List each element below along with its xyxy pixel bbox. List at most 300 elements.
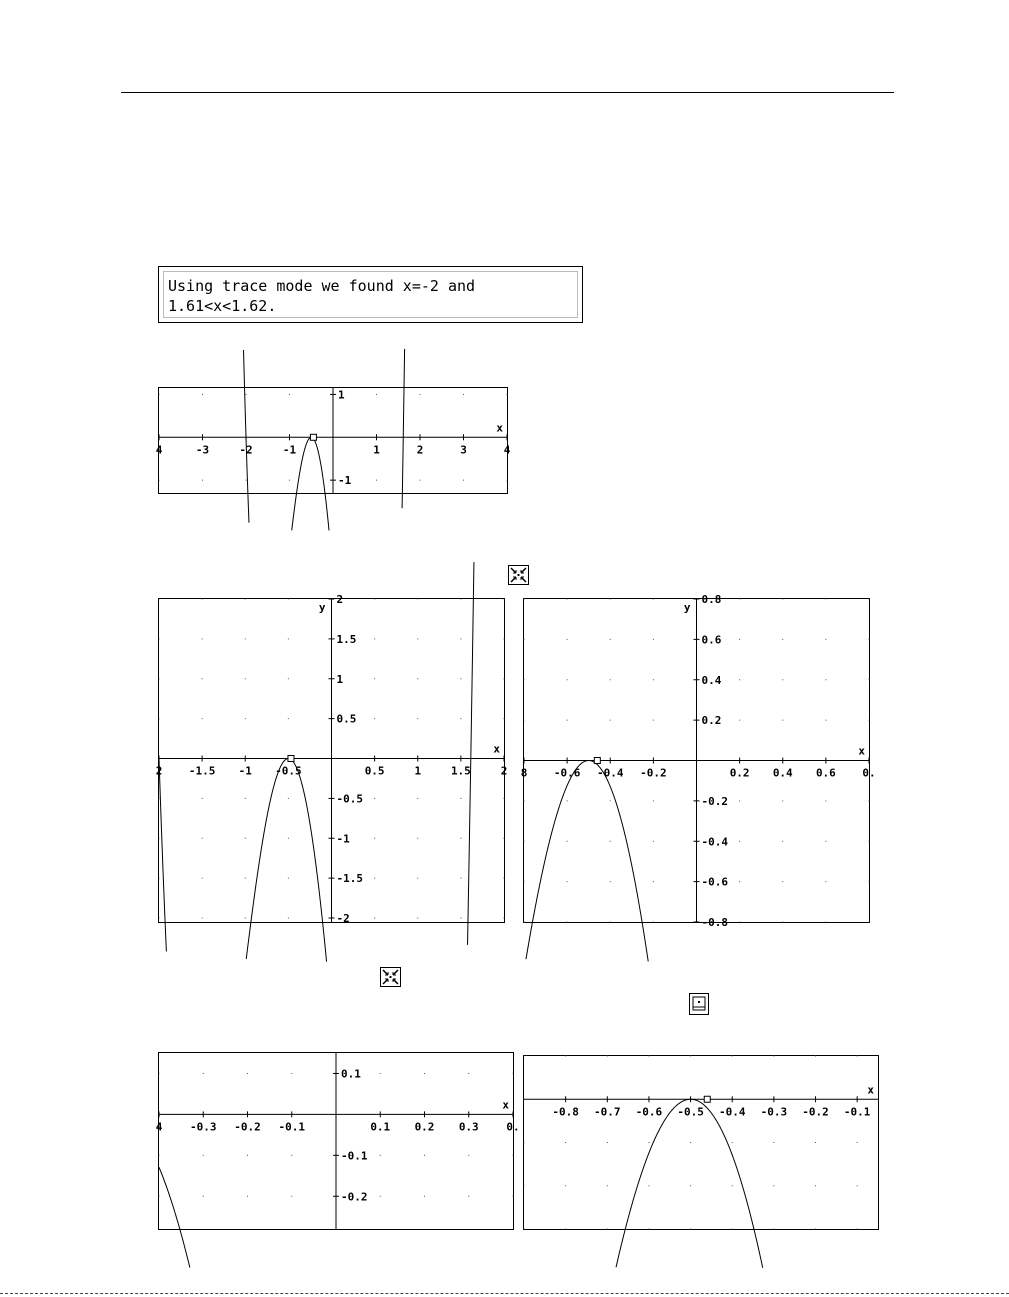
grid-dot bbox=[291, 1196, 292, 1197]
grid-dot bbox=[782, 679, 783, 680]
grid-dot bbox=[653, 720, 654, 721]
x-tick-label: 1 bbox=[414, 764, 422, 778]
grid-dot bbox=[690, 1142, 691, 1143]
grid-dot bbox=[245, 678, 246, 679]
trace-cursor bbox=[594, 758, 600, 764]
grid-dot bbox=[245, 718, 246, 719]
grid-dot bbox=[513, 1073, 514, 1074]
grid-dot bbox=[288, 638, 289, 639]
grid-dot bbox=[739, 639, 740, 640]
grid-dot bbox=[159, 394, 160, 395]
grid-dot bbox=[773, 1142, 774, 1143]
function-curve bbox=[616, 1099, 763, 1268]
x-tick-label: 0.3 bbox=[458, 1120, 479, 1134]
grid-dot bbox=[610, 720, 611, 721]
grid-dot bbox=[648, 1142, 649, 1143]
x-tick-label: -1 bbox=[282, 443, 297, 457]
grid-dot bbox=[524, 720, 525, 721]
grid-dot bbox=[524, 922, 525, 923]
grid-dot bbox=[653, 800, 654, 801]
x-tick-label: -1.5 bbox=[188, 764, 216, 778]
grid-dot bbox=[782, 922, 783, 923]
y-tick-label: 2 bbox=[336, 593, 344, 606]
x-tick-label: 0.5 bbox=[364, 764, 385, 778]
x-tick-label: 3 bbox=[460, 443, 467, 457]
grid-dot bbox=[815, 1142, 816, 1143]
x-tick-label: 4 bbox=[155, 443, 163, 457]
x-tick-label: 2 bbox=[155, 764, 163, 778]
grid-dot bbox=[202, 798, 203, 799]
y-tick-label: -1 bbox=[338, 474, 352, 488]
grid-dot bbox=[417, 798, 418, 799]
grid-dot bbox=[420, 480, 421, 481]
grid-dot bbox=[507, 480, 508, 481]
plot-canvas bbox=[524, 1056, 878, 1229]
grid-dot bbox=[739, 599, 740, 600]
grid-dot bbox=[739, 922, 740, 923]
grid-dot bbox=[869, 599, 870, 600]
grid-dot bbox=[857, 1185, 858, 1186]
y-tick-label: 0.8 bbox=[701, 593, 722, 606]
grid-dot bbox=[782, 841, 783, 842]
x-tick-label: -0.3 bbox=[760, 1105, 788, 1119]
function-curve bbox=[159, 562, 474, 962]
grid-dot bbox=[524, 599, 525, 600]
grid-dot bbox=[524, 1185, 525, 1186]
grid-dot bbox=[202, 918, 203, 919]
plot-canvas bbox=[520, 593, 876, 929]
grid-dot bbox=[374, 878, 375, 879]
grid-dot bbox=[468, 1155, 469, 1156]
y-tick-label: 0.5 bbox=[336, 712, 357, 726]
grid-dot bbox=[648, 1229, 649, 1230]
grid-dot bbox=[245, 599, 246, 600]
x-tick-label: -0.1 bbox=[278, 1120, 305, 1134]
grid-dot bbox=[504, 838, 505, 839]
trace-cursor bbox=[310, 434, 316, 440]
zoom-in-icon[interactable] bbox=[380, 967, 401, 987]
grid-dot bbox=[159, 798, 160, 799]
grid-dot bbox=[610, 639, 611, 640]
x-tick-label: -0.6 bbox=[553, 766, 581, 780]
grid-dot bbox=[420, 394, 421, 395]
grid-dot bbox=[202, 599, 203, 600]
grid-dot bbox=[513, 1196, 514, 1197]
grid-dot bbox=[610, 800, 611, 801]
grid-dot bbox=[246, 394, 247, 395]
y-tick-label: 0.4 bbox=[701, 673, 722, 687]
grid-dot bbox=[417, 838, 418, 839]
grid-dot bbox=[424, 1073, 425, 1074]
grid-dot bbox=[374, 838, 375, 839]
grid-dot bbox=[869, 679, 870, 680]
x-tick-label: 0.2 bbox=[414, 1120, 435, 1134]
grid-dot bbox=[773, 1229, 774, 1230]
grid-dot bbox=[524, 1142, 525, 1143]
grid-dot bbox=[782, 800, 783, 801]
grid-dot bbox=[202, 878, 203, 879]
grid-dot bbox=[782, 720, 783, 721]
grid-dot bbox=[374, 678, 375, 679]
x-tick-label: -0.2 bbox=[802, 1105, 829, 1119]
grid-dot bbox=[380, 1155, 381, 1156]
grid-dot bbox=[417, 918, 418, 919]
grid-dot bbox=[857, 1142, 858, 1143]
grid-dot bbox=[653, 841, 654, 842]
x-tick-label: -0.2 bbox=[234, 1120, 261, 1134]
grid-dot bbox=[815, 1185, 816, 1186]
grid-dot bbox=[610, 881, 611, 882]
grid-dot bbox=[815, 1056, 816, 1057]
grid-dot bbox=[247, 1073, 248, 1074]
grid-dot bbox=[773, 1056, 774, 1057]
grid-dot bbox=[567, 841, 568, 842]
x-tick-label: -0.6 bbox=[635, 1105, 663, 1119]
grid-dot bbox=[825, 800, 826, 801]
grid-dot bbox=[815, 1229, 816, 1230]
grid-dot bbox=[289, 394, 290, 395]
grid-dot bbox=[524, 1229, 525, 1230]
grid-dot bbox=[567, 922, 568, 923]
x-tick-label: 1.5 bbox=[450, 764, 471, 778]
grid-dot bbox=[202, 394, 203, 395]
x-tick-label: 0.2 bbox=[729, 766, 750, 780]
grid-dot bbox=[504, 638, 505, 639]
grid-dot bbox=[463, 394, 464, 395]
x-tick-label: 4 bbox=[155, 1120, 163, 1134]
y-tick-label: -0.6 bbox=[701, 875, 728, 889]
y-tick-label: -0.4 bbox=[701, 835, 728, 849]
grid-dot bbox=[202, 638, 203, 639]
grid-dot bbox=[524, 881, 525, 882]
grid-dot bbox=[869, 922, 870, 923]
y-tick-label: 0.1 bbox=[341, 1067, 361, 1081]
grid-dot bbox=[460, 798, 461, 799]
grid-dot bbox=[159, 678, 160, 679]
grid-dot bbox=[825, 679, 826, 680]
graph-window-5 bbox=[523, 1055, 879, 1230]
grid-dot bbox=[507, 394, 508, 395]
grid-dot bbox=[504, 718, 505, 719]
grid-dot bbox=[468, 1196, 469, 1197]
grid-dot bbox=[463, 480, 464, 481]
grid-dot bbox=[825, 599, 826, 600]
grid-dot bbox=[291, 1073, 292, 1074]
grid-dot bbox=[610, 841, 611, 842]
grid-dot bbox=[567, 720, 568, 721]
grid-dot bbox=[610, 922, 611, 923]
grid-dot bbox=[245, 798, 246, 799]
grid-dot bbox=[202, 838, 203, 839]
y-tick-label: -0.2 bbox=[341, 1190, 368, 1204]
grid-dot bbox=[202, 718, 203, 719]
grid-dot bbox=[869, 841, 870, 842]
graph-window-4 bbox=[155, 1052, 520, 1230]
grid-dot bbox=[288, 838, 289, 839]
grid-dot bbox=[565, 1229, 566, 1230]
grid-dot bbox=[460, 718, 461, 719]
grid-dot bbox=[424, 1155, 425, 1156]
grid-dot bbox=[567, 800, 568, 801]
grid-dot bbox=[289, 480, 290, 481]
grid-dot bbox=[607, 1185, 608, 1186]
x-tick-label: 2 bbox=[416, 443, 424, 457]
x-tick-label: -0.4 bbox=[597, 766, 624, 780]
grid-dot bbox=[159, 838, 160, 839]
x-tick-label: -3 bbox=[195, 443, 210, 457]
grid-dot bbox=[460, 878, 461, 879]
grid-dot bbox=[424, 1196, 425, 1197]
grid-dot bbox=[825, 639, 826, 640]
header-rule bbox=[121, 92, 894, 93]
grid-dot bbox=[732, 1185, 733, 1186]
grid-dot bbox=[690, 1056, 691, 1057]
y-tick-label: -0.8 bbox=[701, 916, 728, 929]
footer-rule bbox=[0, 1293, 1009, 1294]
grid-dot bbox=[524, 679, 525, 680]
grid-dot bbox=[159, 638, 160, 639]
x-tick-label: 0.6 bbox=[815, 766, 836, 780]
y-tick-label: -0.2 bbox=[701, 794, 728, 808]
x-tick-label: -1 bbox=[238, 764, 252, 778]
trace-note-text bbox=[163, 271, 578, 318]
grid-dot bbox=[288, 718, 289, 719]
y-tick-label: 0.2 bbox=[701, 714, 722, 728]
grid-dot bbox=[607, 1142, 608, 1143]
grid-dot bbox=[380, 1196, 381, 1197]
grid-dot bbox=[565, 1056, 566, 1057]
y-tick-label: -1 bbox=[336, 832, 350, 846]
grid-dot bbox=[773, 1185, 774, 1186]
grid-dot bbox=[567, 881, 568, 882]
function-curve bbox=[159, 1167, 190, 1267]
grid-dot bbox=[782, 599, 783, 600]
grid-dot bbox=[288, 798, 289, 799]
grid-dot bbox=[159, 918, 160, 919]
x-tick-label: -0.3 bbox=[190, 1120, 217, 1134]
grid-dot bbox=[288, 678, 289, 679]
x-tick-label: -0.2 bbox=[640, 766, 667, 780]
grid-dot bbox=[653, 679, 654, 680]
grid-dot bbox=[460, 599, 461, 600]
grid-dot bbox=[732, 1142, 733, 1143]
grid-dot bbox=[653, 599, 654, 600]
grid-dot bbox=[513, 1155, 514, 1156]
grid-dot bbox=[739, 679, 740, 680]
x-tick-label: -0.8 bbox=[552, 1105, 579, 1119]
grid-dot bbox=[825, 922, 826, 923]
grid-dot bbox=[648, 1056, 649, 1057]
grid-dot bbox=[159, 718, 160, 719]
grid-dot bbox=[739, 881, 740, 882]
grid-dot bbox=[245, 918, 246, 919]
grid-dot bbox=[869, 881, 870, 882]
y-tick-label: 1.5 bbox=[336, 632, 357, 646]
grid-dot bbox=[607, 1056, 608, 1057]
x-tick-label: 0. bbox=[506, 1120, 520, 1134]
grid-dot bbox=[159, 1073, 160, 1074]
grid-dot bbox=[159, 480, 160, 481]
grid-dot bbox=[246, 480, 247, 481]
zoom-in-icon[interactable] bbox=[508, 565, 529, 585]
grid-dot bbox=[374, 718, 375, 719]
grid-dot bbox=[567, 679, 568, 680]
grid-dot bbox=[524, 639, 525, 640]
y-tick-label: 0.6 bbox=[701, 633, 722, 647]
x-tick-label: 1 bbox=[373, 443, 380, 457]
grid-dot bbox=[610, 599, 611, 600]
grid-dot bbox=[460, 678, 461, 679]
grid-dot bbox=[869, 720, 870, 721]
plot-canvas bbox=[155, 1053, 520, 1229]
function-curve bbox=[244, 349, 405, 531]
grid-dot bbox=[203, 1155, 204, 1156]
x-tick-label: -0.5 bbox=[275, 764, 302, 778]
grid-dot bbox=[468, 1073, 469, 1074]
x-tick-label: 8 bbox=[520, 766, 528, 780]
grid-dot bbox=[524, 800, 525, 801]
grid-dot bbox=[739, 841, 740, 842]
grid-dot bbox=[417, 638, 418, 639]
grid-dot bbox=[374, 798, 375, 799]
grid-dot bbox=[245, 878, 246, 879]
x-tick-label: -2 bbox=[239, 443, 253, 457]
grid-dot bbox=[607, 1229, 608, 1230]
grid-dot bbox=[782, 639, 783, 640]
grid-dot bbox=[417, 599, 418, 600]
grid-dot bbox=[245, 638, 246, 639]
grid-dot bbox=[202, 480, 203, 481]
grid-dot bbox=[159, 1155, 160, 1156]
grid-dot bbox=[288, 599, 289, 600]
trace-note-box bbox=[158, 266, 583, 323]
grid-dot bbox=[825, 720, 826, 721]
grid-dot bbox=[460, 638, 461, 639]
grid-dot bbox=[653, 639, 654, 640]
grid-dot bbox=[159, 599, 160, 600]
grid-dot bbox=[653, 922, 654, 923]
grid-dot bbox=[739, 720, 740, 721]
y-tick-label: -2 bbox=[336, 912, 350, 926]
y-tick-label: -1.5 bbox=[336, 872, 363, 886]
grid-dot bbox=[159, 1196, 160, 1197]
grid-dot bbox=[825, 881, 826, 882]
grid-dot bbox=[288, 878, 289, 879]
grid-dot bbox=[524, 841, 525, 842]
x-axis-label: x bbox=[493, 742, 500, 756]
plot-canvas bbox=[155, 593, 508, 926]
grid-dot bbox=[869, 800, 870, 801]
x-tick-label: 0.4 bbox=[772, 766, 793, 780]
grid-dot bbox=[460, 918, 461, 919]
y-tick-label: -0.5 bbox=[336, 792, 363, 806]
grid-dot bbox=[380, 1073, 381, 1074]
grid-dot bbox=[732, 1229, 733, 1230]
x-axis-label: x bbox=[496, 421, 503, 435]
y-axis-label: y bbox=[318, 601, 326, 614]
grid-dot bbox=[565, 1142, 566, 1143]
x-tick-label: 4 bbox=[503, 443, 511, 457]
y-tick-label: 1 bbox=[338, 388, 345, 402]
x-axis-label: x bbox=[867, 1083, 874, 1097]
graph-window-2 bbox=[155, 593, 508, 926]
grid-dot bbox=[732, 1056, 733, 1057]
grid-dot bbox=[374, 599, 375, 600]
grid-dot bbox=[374, 638, 375, 639]
grid-dot bbox=[610, 679, 611, 680]
grid-dot bbox=[203, 1196, 204, 1197]
x-tick-label: 2 bbox=[500, 764, 508, 778]
trace-note-line-2: 1.61<x<1.62. bbox=[168, 297, 277, 315]
grid-dot bbox=[460, 838, 461, 839]
y-axis-label: y bbox=[683, 601, 691, 614]
x-axis-label: x bbox=[502, 1098, 509, 1112]
y-tick-label: -0.1 bbox=[341, 1149, 368, 1163]
grid-dot bbox=[417, 718, 418, 719]
grid-dot bbox=[159, 878, 160, 879]
plot-canvas bbox=[155, 388, 511, 493]
grid-dot bbox=[504, 878, 505, 879]
x-tick-label: -0.4 bbox=[718, 1105, 746, 1119]
x-tick-label: -0.7 bbox=[594, 1105, 621, 1119]
grid-dot bbox=[504, 678, 505, 679]
grid-dot bbox=[504, 918, 505, 919]
y-tick-label: 1 bbox=[336, 672, 344, 686]
x-tick-label: 0.1 bbox=[370, 1120, 391, 1134]
grid-dot bbox=[202, 678, 203, 679]
grid-dot bbox=[524, 1056, 525, 1057]
grid-dot bbox=[245, 838, 246, 839]
grid-dot bbox=[376, 394, 377, 395]
function-curve bbox=[526, 761, 648, 962]
trace-cursor bbox=[288, 756, 294, 762]
grid-dot bbox=[417, 878, 418, 879]
x-tick-label: -0.1 bbox=[843, 1105, 871, 1119]
graph-window-3 bbox=[520, 593, 876, 929]
grid-dot bbox=[247, 1196, 248, 1197]
grid-dot bbox=[825, 841, 826, 842]
grid-dot bbox=[869, 639, 870, 640]
grid-dot bbox=[504, 599, 505, 600]
grid-dot bbox=[203, 1073, 204, 1074]
grid-dot bbox=[857, 1056, 858, 1057]
grid-dot bbox=[288, 918, 289, 919]
grid-dot bbox=[690, 1185, 691, 1186]
x-axis-label: x bbox=[858, 744, 865, 758]
grid-dot bbox=[857, 1229, 858, 1230]
grid-dot bbox=[376, 480, 377, 481]
trace-note-line-1: Using trace mode we found x=-2 and bbox=[168, 277, 476, 295]
grid-dot bbox=[417, 678, 418, 679]
grid-dot bbox=[374, 918, 375, 919]
zoom-box-icon[interactable] bbox=[689, 993, 709, 1015]
grid-dot bbox=[653, 881, 654, 882]
trace-cursor bbox=[704, 1096, 710, 1102]
grid-dot bbox=[504, 798, 505, 799]
x-tick-label: 0. bbox=[862, 766, 876, 780]
x-tick-label: -0.5 bbox=[677, 1105, 704, 1119]
grid-dot bbox=[782, 881, 783, 882]
grid-dot bbox=[565, 1185, 566, 1186]
grid-dot bbox=[567, 639, 568, 640]
graph-window-1 bbox=[155, 387, 511, 494]
grid-dot bbox=[291, 1155, 292, 1156]
grid-dot bbox=[690, 1229, 691, 1230]
grid-dot bbox=[739, 800, 740, 801]
grid-dot bbox=[247, 1155, 248, 1156]
grid-dot bbox=[567, 599, 568, 600]
grid-dot bbox=[648, 1185, 649, 1186]
